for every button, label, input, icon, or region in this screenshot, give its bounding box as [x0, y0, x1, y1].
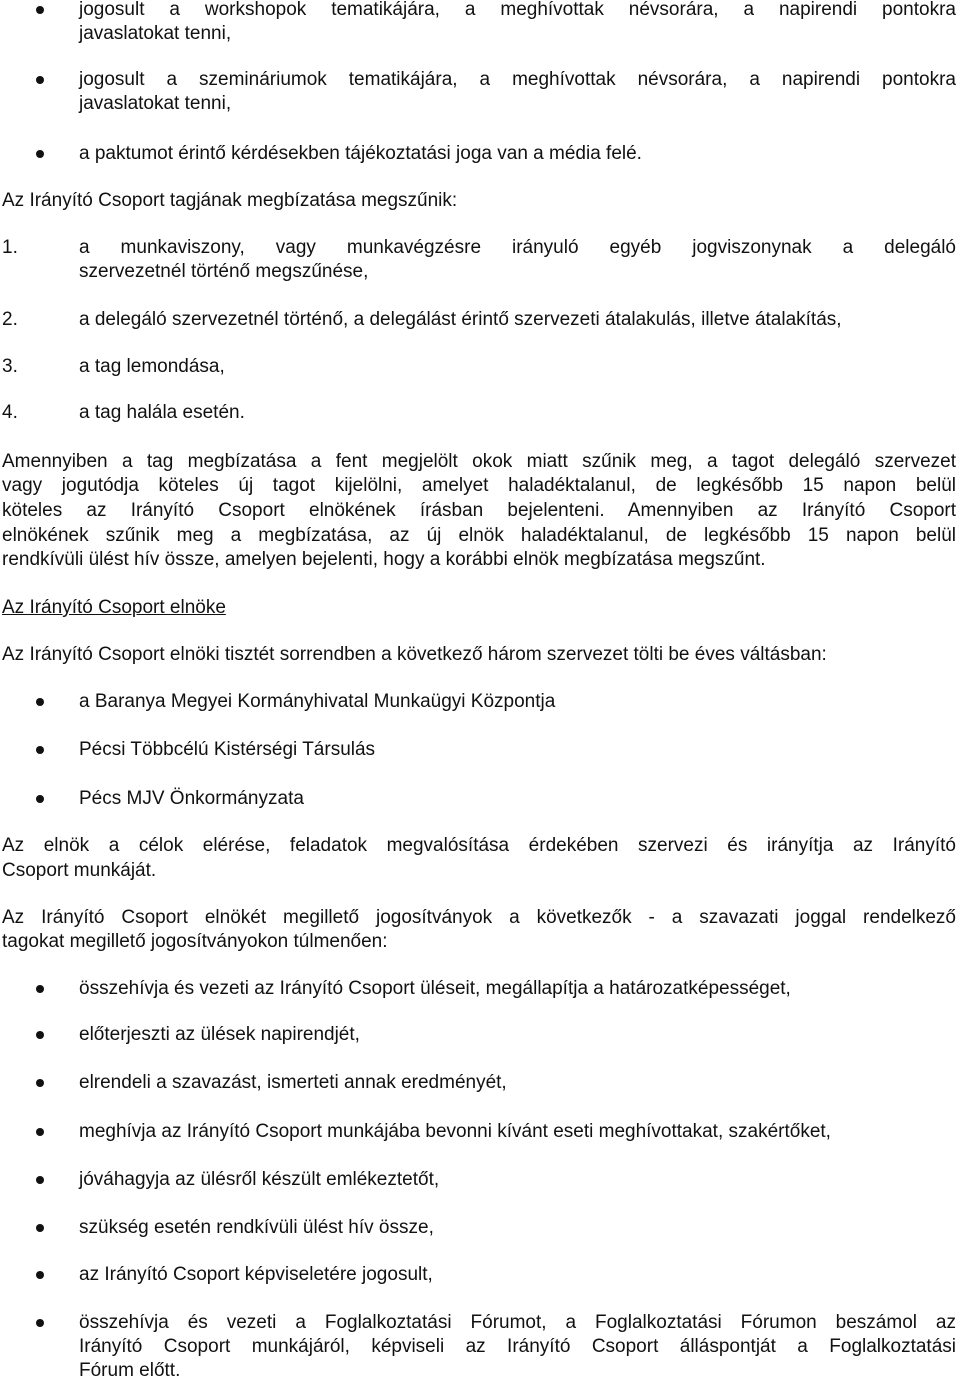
- bullet-icon: [36, 746, 44, 754]
- bullet-icon: [36, 1271, 44, 1279]
- list-item-line: jogosult a szemináriumok tematikájára, a meghívottak névsorára, a napirendi pontokra: [79, 69, 956, 90]
- bullet-icon: [36, 76, 44, 84]
- list-item-line: javaslatokat tenni,: [79, 93, 232, 114]
- paragraph-line: tagokat megillető jogosítványokon túlmenően:: [2, 931, 388, 952]
- bullet-icon: [36, 1176, 44, 1184]
- bullet-icon: [36, 985, 44, 993]
- bullet-icon: [36, 1319, 44, 1327]
- paragraph-line: elnökének szűnik meg a megbízatása, az új elnök haladéktalanul, de legkésőbb 15 napon belül: [2, 525, 956, 546]
- list-item-line: a Baranya Megyei Kormányhivatal Munkaügyi Központja: [79, 691, 556, 712]
- item-number: 4.: [2, 402, 18, 423]
- list-item-line: jóváhagyja az ülésről készült emlékeztetőt,: [79, 1169, 440, 1190]
- bullet-icon: [36, 1224, 44, 1232]
- termination-intro: Az Irányító Csoport tagjának megbízatása megszűnik:: [2, 190, 458, 211]
- section-heading: Az Irányító Csoport elnöke: [2, 597, 226, 618]
- list-item-line: szervezetnél történő megszűnése,: [79, 261, 369, 282]
- rotation-intro: Az Irányító Csoport elnöki tisztét sorrendben a következő három szervezet tölti be éves váltásban:: [2, 644, 827, 665]
- paragraph-line: Csoport munkáját.: [2, 860, 157, 881]
- bullet-icon: [36, 6, 44, 14]
- list-item-line: a munkaviszony, vagy munkavégzésre irányuló egyéb jogviszonynak a delegáló: [79, 237, 956, 258]
- paragraph-line: rendkívüli ülést hív össze, amelyen bejelenti, hogy a korábbi elnök megbízatása megszűnt.: [2, 549, 766, 570]
- list-item-line: a delegáló szervezetnél történő, a delegálást érintő szervezeti átalakulás, illetve átalakítás,: [79, 309, 842, 330]
- list-item-line: a tag lemondása,: [79, 356, 225, 377]
- list-item-line: összehívja és vezeti az Irányító Csoport üléseit, megállapítja a határozatképességet,: [79, 978, 791, 999]
- item-number: 1.: [2, 237, 18, 258]
- list-item-line: Pécsi Többcélú Kistérségi Társulás: [79, 739, 376, 760]
- bullet-icon: [36, 795, 44, 803]
- bullet-icon: [36, 1031, 44, 1039]
- list-item-line: összehívja és vezeti a Foglalkoztatási Fórumot, a Foglalkoztatási Fórumon beszámol az: [79, 1312, 956, 1333]
- list-item-line: elrendeli a szavazást, ismerteti annak eredményét,: [79, 1072, 507, 1093]
- item-number: 2.: [2, 309, 18, 330]
- list-item-line: a tag halála esetén.: [79, 402, 245, 423]
- list-item-line: meghívja az Irányító Csoport munkájába bevonni kívánt eseti meghívottakat, szakértőket,: [79, 1121, 831, 1142]
- paragraph-line: Az Irányító Csoport elnökét megillető jogosítványok a következők - a szavazati joggal rendelkező: [2, 907, 956, 928]
- bullet-icon: [36, 1079, 44, 1087]
- bullet-icon: [36, 698, 44, 706]
- list-item-line: szükség esetén rendkívüli ülést hív össze,: [79, 1217, 434, 1238]
- paragraph-line: köteles az Irányító Csoport elnökének írásban bejelenteni. Amennyiben az Irányító Csoport: [2, 500, 956, 521]
- item-number: 3.: [2, 356, 18, 377]
- list-item-line: javaslatokat tenni,: [79, 23, 232, 44]
- paragraph-line: Az elnök a célok elérése, feladatok megvalósítása érdekében szervezi és irányítja az Irányító: [2, 835, 956, 856]
- list-item-line: jogosult a workshopok tematikájára, a meghívottak névsorára, a napirendi pontokra: [79, 0, 956, 20]
- paragraph-line: Amennyiben a tag megbízatása a fent megjelölt okok miatt szűnik meg, a tagot delegáló szervezet: [2, 451, 956, 472]
- list-item-line: Irányító Csoport munkájáról, képviseli az Irányító Csoport álláspontját a Foglalkoztatási: [79, 1336, 956, 1357]
- list-item-line: Fórum előtt.: [79, 1360, 181, 1381]
- bullet-icon: [36, 150, 44, 158]
- list-item-line: előterjeszti az ülések napirendjét,: [79, 1024, 360, 1045]
- paragraph-line: vagy jogutódja köteles új tagot kijelölni, amelyet haladéktalanul, de legkésőbb 15 napon belül: [2, 475, 956, 496]
- list-item-line: a paktumot érintő kérdésekben tájékoztatási joga van a média felé.: [79, 143, 642, 164]
- list-item-line: az Irányító Csoport képviseletére jogosult,: [79, 1264, 433, 1285]
- bullet-icon: [36, 1128, 44, 1136]
- list-item-line: Pécs MJV Önkormányzata: [79, 788, 304, 809]
